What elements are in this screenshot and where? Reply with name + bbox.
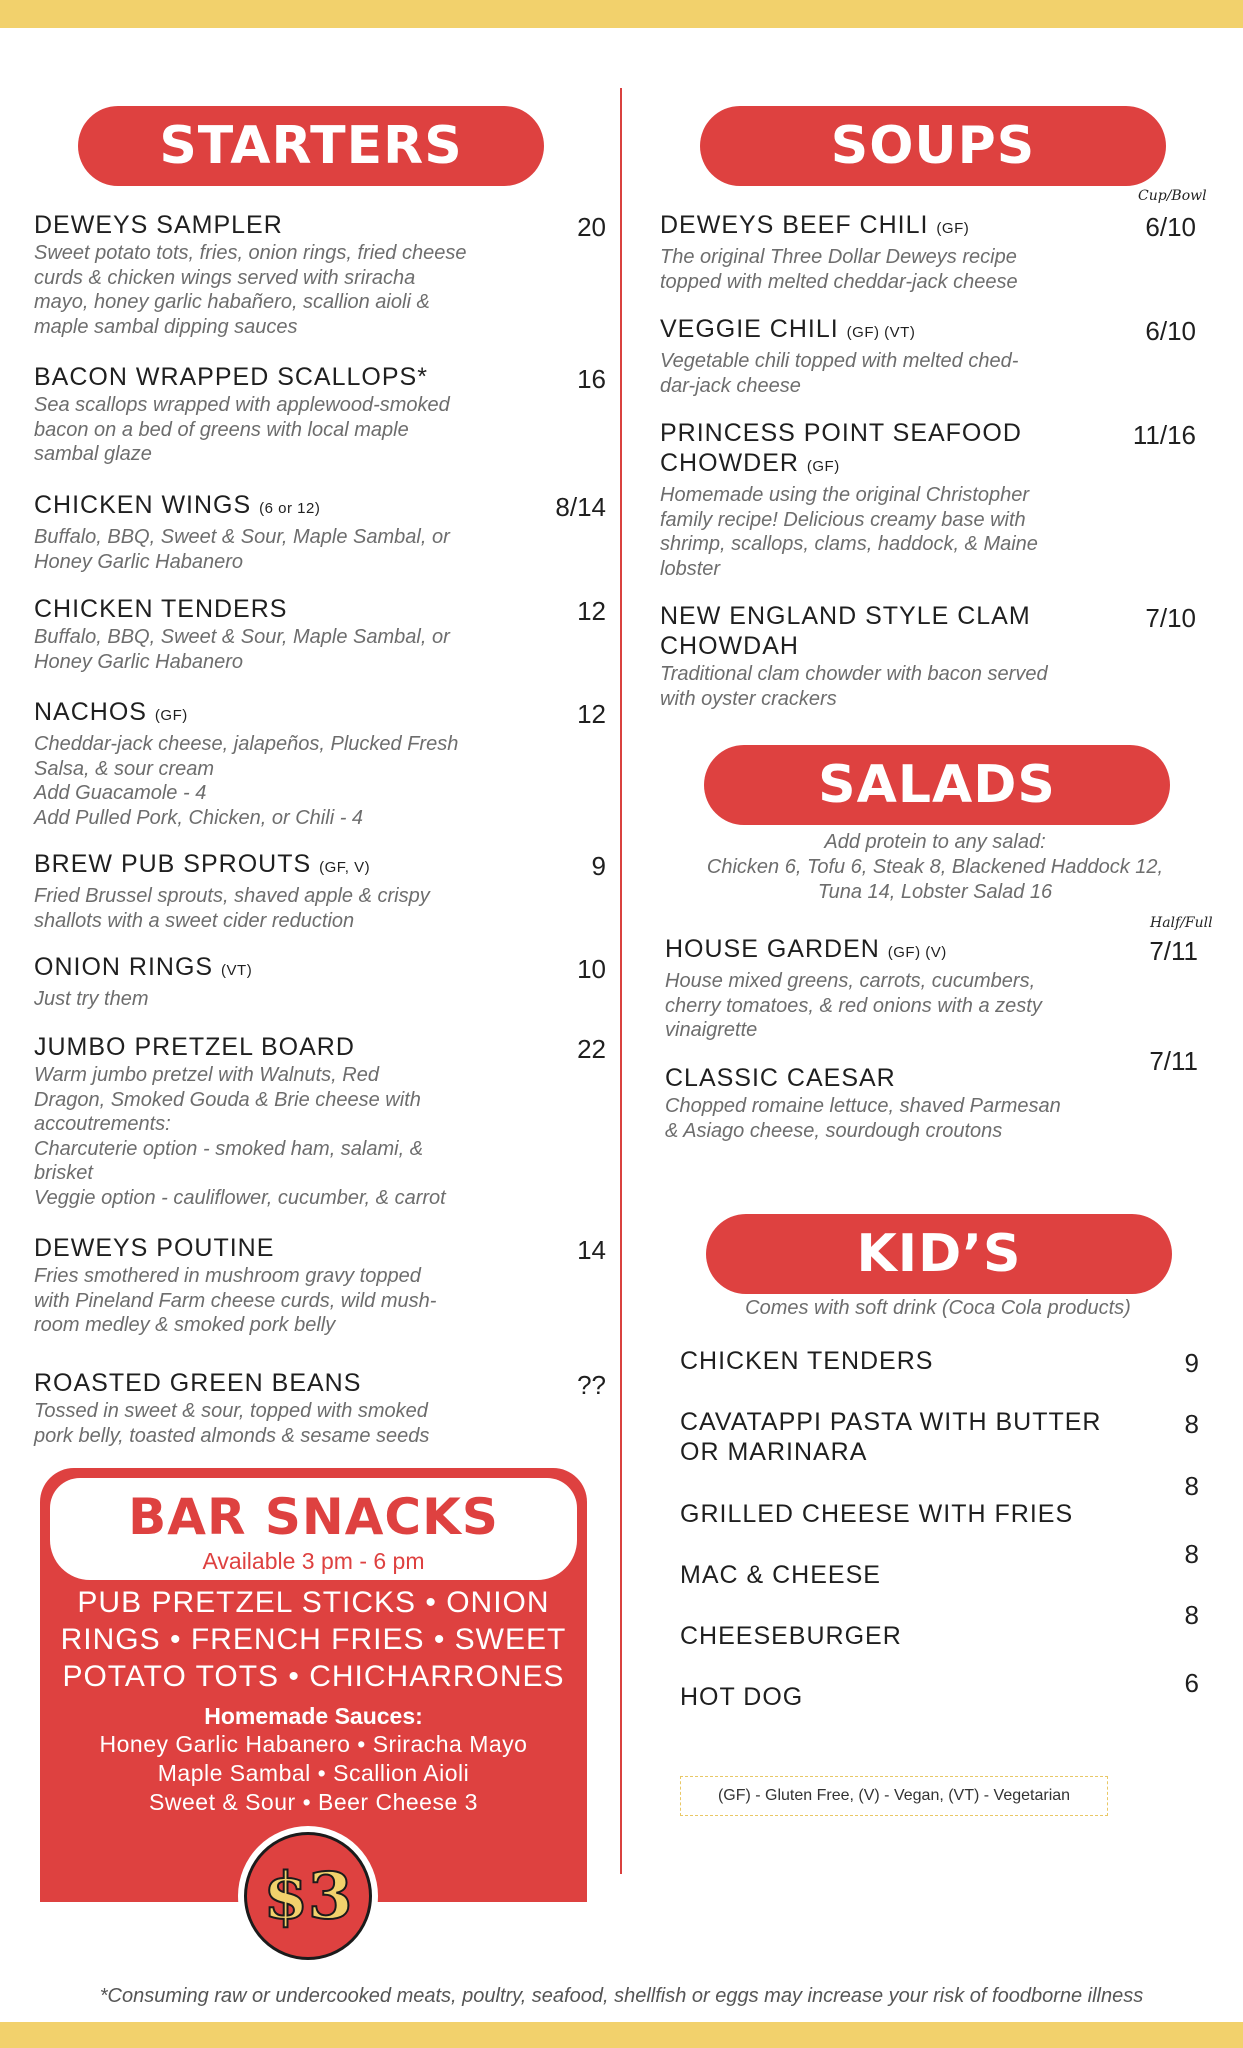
description-line: dar-jack cheese	[660, 374, 801, 397]
kids-item-price: 8	[1184, 1471, 1199, 1501]
starter-item-name: BACON WRAPPED SCALLOPS*	[34, 363, 428, 391]
description-line: vinaigrette	[665, 1019, 758, 1041]
cup-bowl-note: Cup/Bowl	[1138, 188, 1207, 204]
salad-item-name: HOUSE GARDEN (GF) (V)	[665, 935, 947, 963]
starter-item-name: ONION RINGS (VT)	[34, 953, 253, 981]
description-line: bacon on a bed of greens with local maple	[34, 418, 409, 441]
description-line: pork belly, toasted almonds & sesame seeds	[34, 1424, 430, 1447]
description-line: Buffalo, BBQ, Sweet & Sour, Maple Sambal, or	[34, 526, 450, 548]
price-badge	[238, 1826, 378, 1966]
starter-item-price: 12	[577, 596, 606, 626]
starter-item-description	[34, 241, 534, 339]
starter-item-description	[34, 732, 534, 830]
description-line: Tossed in sweet & sour, topped with smoked	[34, 1400, 428, 1422]
starter-item-name: NACHOS (GF)	[34, 698, 188, 726]
starter-item-price: 14	[577, 1235, 606, 1265]
starter-item-name: BREW PUB SPROUTS (GF, V)	[34, 850, 371, 878]
description-line: shallots with a sweet cider reduction	[34, 909, 355, 932]
starter-item-description	[34, 884, 534, 933]
starter-item	[34, 362, 534, 467]
description-line: Traditional clam chowder with bacon served	[660, 663, 1048, 685]
dietary-tag: (GF) (VT)	[846, 324, 916, 341]
protein-note-line: Tuna 14, Lobster Salad 16	[817, 881, 1053, 903]
kids-item-line: CHICKEN TENDERS	[680, 1347, 934, 1375]
description-line: Fries smothered in mushroom gravy topped	[34, 1265, 421, 1287]
description-line: Honey Garlic Habanero	[34, 550, 243, 573]
starter-item-name: CHICKEN WINGS (6 or 12)	[34, 491, 321, 519]
description-line: & Asiago cheese, sourdough croutons	[665, 1119, 1003, 1142]
description-line: family recipe! Delicious creamy base with	[660, 508, 1026, 531]
description-line: cherry tomatoes, & red onions with a zesty	[665, 994, 1042, 1017]
sauces-list	[50, 1730, 577, 1817]
starter-item-description	[34, 625, 534, 674]
starter-item	[34, 952, 534, 1012]
soup-item-description	[660, 349, 1120, 398]
kids-item-name	[680, 1682, 1150, 1712]
description-line: Vegetable chili topped with melted ched-	[660, 350, 1019, 372]
description-line: Charcuterie option - smoked ham, salami, &	[34, 1137, 424, 1160]
starter-item-price: 12	[577, 699, 606, 729]
soup-item-name: DEWEYS BEEF CHILI (GF)	[660, 211, 970, 239]
sauces-line: Maple Sambal • Scallion Aioli	[157, 1760, 470, 1786]
soups-header	[700, 106, 1166, 186]
soup-item-name: NEW ENGLAND STYLE CLAM	[660, 602, 1031, 630]
kids-item-line: OR MARINARA	[680, 1438, 868, 1466]
starters-title: STARTERS	[159, 116, 463, 176]
bottom-accent-bar	[0, 2022, 1243, 2048]
kids-item-name	[680, 1499, 1150, 1529]
sauces-title: Homemade Sauces:	[204, 1703, 423, 1729]
starter-item	[34, 849, 534, 933]
description-line: Veggie option - cauliflower, cucumber, & carrot	[34, 1186, 446, 1209]
dietary-tag: (VT)	[221, 962, 253, 979]
salad-item-name: CLASSIC CAESAR	[665, 1064, 896, 1092]
price-badge-inner	[244, 1832, 372, 1960]
salad-item-description	[665, 1094, 1125, 1143]
description-line: The original Three Dollar Deweys recipe	[660, 246, 1017, 268]
description-line: Add Guacamole - 4	[34, 782, 207, 804]
kids-item-name	[680, 1407, 1150, 1467]
kids-item-line: HOT DOG	[680, 1683, 804, 1711]
kids-item-price: 6	[1184, 1668, 1199, 1698]
bar-snacks-line: RINGS • FRENCH FRIES • SWEET	[60, 1623, 567, 1656]
column-divider	[620, 88, 622, 1874]
description-line: brisket	[34, 1162, 93, 1184]
sauces-line: Honey Garlic Habanero • Sriracha Mayo	[99, 1731, 528, 1757]
kids-item-name	[680, 1346, 1150, 1376]
starter-item	[34, 697, 534, 830]
soup-item-price: 11/16	[1132, 420, 1196, 450]
salad-item-price: 7/11	[1149, 936, 1198, 966]
soup-item-name: CHOWDER (GF)	[660, 449, 840, 477]
dietary-tag: (GF)	[154, 707, 188, 724]
description-line: lobster	[660, 557, 721, 580]
sauces-line: Sweet & Sour • Beer Cheese 3	[149, 1789, 478, 1815]
soup-item-name: CHOWDAH	[660, 632, 799, 660]
starter-item-name: DEWEYS SAMPLER	[34, 211, 283, 239]
starter-item	[34, 1368, 534, 1448]
bar-snacks-line: PUB PRETZEL STICKS • ONION	[77, 1586, 550, 1619]
protein-note-line: Chicken 6, Tofu 6, Steak 8, Blackened Haddock 12,	[706, 856, 1164, 878]
description-line: Sea scallops wrapped with applewood-smoked	[34, 394, 450, 416]
description-line: Just try them	[34, 988, 149, 1010]
bar-snacks-title: BAR SNACKS	[128, 1488, 499, 1546]
description-line: Cheddar-jack cheese, jalapeños, Plucked Fresh	[34, 733, 459, 755]
starter-item	[34, 490, 534, 574]
starter-item	[34, 1233, 534, 1338]
soup-item-description	[660, 245, 1120, 294]
description-line: Salsa, & sour cream	[34, 757, 215, 780]
kids-item-price: 8	[1184, 1600, 1199, 1630]
description-line: accoutrements:	[34, 1113, 171, 1135]
description-line: House mixed greens, carrots, cucumbers,	[665, 970, 1036, 992]
bar-snacks-availability: Available 3 pm - 6 pm	[202, 1548, 425, 1574]
dietary-legend: (GF) - Gluten Free, (V) - Vegan, (VT) - Vegetarian	[680, 1776, 1108, 1816]
salad-item	[665, 1063, 1125, 1143]
kids-item-name	[680, 1621, 1150, 1651]
bar-snacks-line: POTATO TOTS • CHICHARRONES	[62, 1660, 565, 1693]
salad-item-price: 7/11	[1149, 1046, 1198, 1076]
kids-note: Comes with soft drink (Coca Cola products)	[745, 1297, 1131, 1319]
starter-item-price: 10	[577, 954, 606, 984]
kids-item-line: CAVATAPPI PASTA WITH BUTTER	[680, 1408, 1102, 1436]
bar-snacks-items	[50, 1584, 577, 1695]
starter-item-price: ??	[577, 1370, 606, 1400]
salad-protein-note	[660, 830, 1210, 905]
starter-item-description	[34, 1264, 534, 1338]
dietary-tag: (GF, V)	[319, 859, 371, 876]
price-badge-text: $3	[263, 1858, 353, 1934]
starter-item-description	[34, 393, 534, 467]
dietary-tag: (6 or 12)	[259, 500, 321, 517]
soup-item-name: PRINCESS POINT SEAFOOD	[660, 419, 1022, 447]
starter-item-price: 9	[591, 851, 606, 881]
half-full-note: Half/Full	[1150, 915, 1213, 931]
kids-item-price: 8	[1184, 1539, 1199, 1569]
description-line: with Pineland Farm cheese curds, wild mush-	[34, 1289, 437, 1312]
starter-item-description	[34, 1399, 534, 1448]
soup-item-price: 7/10	[1145, 603, 1196, 633]
starter-item-description	[34, 1063, 534, 1210]
soup-item-price: 6/10	[1145, 316, 1196, 346]
starter-item	[34, 210, 534, 339]
bar-snacks-header	[50, 1478, 577, 1580]
protein-note-line: Add protein to any salad:	[824, 831, 1046, 853]
description-line: mayo, honey garlic habañero, scallion aioli &	[34, 291, 430, 313]
soup-item-description	[660, 662, 1120, 711]
starter-item-price: 16	[577, 364, 606, 394]
starter-item-name: CHICKEN TENDERS	[34, 595, 288, 623]
top-accent-bar	[0, 0, 1243, 28]
food-safety-disclaimer: *Consuming raw or undercooked meats, poultry, seafood, shellfish or eggs may increase your risk of foodborne illness	[99, 1985, 1144, 2007]
kids-item-line: GRILLED CHEESE WITH FRIES	[680, 1500, 1074, 1528]
description-line: Warm jumbo pretzel with Walnuts, Red	[34, 1064, 379, 1086]
starter-item	[34, 594, 534, 674]
description-line: with oyster crackers	[660, 687, 837, 710]
dietary-tag: (GF)	[936, 220, 970, 237]
description-line: curds & chicken wings served with sriracha	[34, 266, 416, 289]
description-line: Add Pulled Pork, Chicken, or Chili - 4	[34, 806, 364, 829]
soup-item	[660, 314, 1120, 398]
starter-item-name: JUMBO PRETZEL BOARD	[34, 1033, 355, 1061]
salad-item	[665, 934, 1125, 1043]
description-line: Honey Garlic Habanero	[34, 650, 243, 673]
soup-item	[660, 210, 1120, 294]
soup-item-description	[660, 483, 1120, 581]
starter-item-name: ROASTED GREEN BEANS	[34, 1369, 362, 1397]
starter-item-price: 20	[577, 212, 606, 242]
description-line: sambal glaze	[34, 443, 152, 465]
salads-header	[704, 745, 1170, 825]
starter-item	[34, 1032, 534, 1210]
kids-item-line: MAC & CHEESE	[680, 1561, 881, 1589]
description-line: Fried Brussel sprouts, shaved apple & crispy	[34, 885, 430, 907]
kids-item-price: 8	[1184, 1409, 1199, 1439]
kids-header	[706, 1214, 1172, 1294]
description-line: Sweet potato tots, fries, onion rings, fried cheese	[34, 242, 467, 264]
soups-title: SOUPS	[830, 116, 1036, 176]
kids-title: KID’S	[856, 1224, 1022, 1284]
dietary-tag: (GF)	[806, 458, 840, 475]
description-line: Homemade using the original Christopher	[660, 484, 1030, 506]
bar-snacks-body	[50, 1584, 577, 1817]
soup-item-name: VEGGIE CHILI (GF) (VT)	[660, 315, 916, 343]
salad-item-description	[665, 969, 1125, 1043]
soup-item	[660, 418, 1120, 581]
description-line: maple sambal dipping sauces	[34, 315, 298, 338]
starter-item-description	[34, 525, 534, 574]
starter-item-description	[34, 987, 534, 1012]
description-line: Buffalo, BBQ, Sweet & Sour, Maple Sambal, or	[34, 626, 450, 648]
salads-title: SALADS	[818, 755, 1056, 815]
kids-item-line: CHEESEBURGER	[680, 1622, 902, 1650]
description-line: topped with melted cheddar-jack cheese	[660, 270, 1018, 293]
description-line: Dragon, Smoked Gouda & Brie cheese with	[34, 1088, 421, 1111]
kids-item-name	[680, 1560, 1150, 1590]
soup-item-price: 6/10	[1145, 212, 1196, 242]
description-line: room medley & smoked pork belly	[34, 1314, 336, 1336]
kids-item-price: 9	[1184, 1348, 1199, 1378]
description-line: shrimp, scallops, clams, haddock, & Maine	[660, 533, 1038, 555]
starter-item-price: 8/14	[555, 492, 606, 522]
starter-item-name: DEWEYS POUTINE	[34, 1234, 275, 1262]
dietary-tag: (GF) (V)	[887, 944, 947, 961]
starters-header	[78, 106, 544, 186]
soup-item	[660, 601, 1120, 711]
starter-item-price: 22	[577, 1034, 606, 1064]
description-line: Chopped romaine lettuce, shaved Parmesan	[665, 1095, 1061, 1117]
